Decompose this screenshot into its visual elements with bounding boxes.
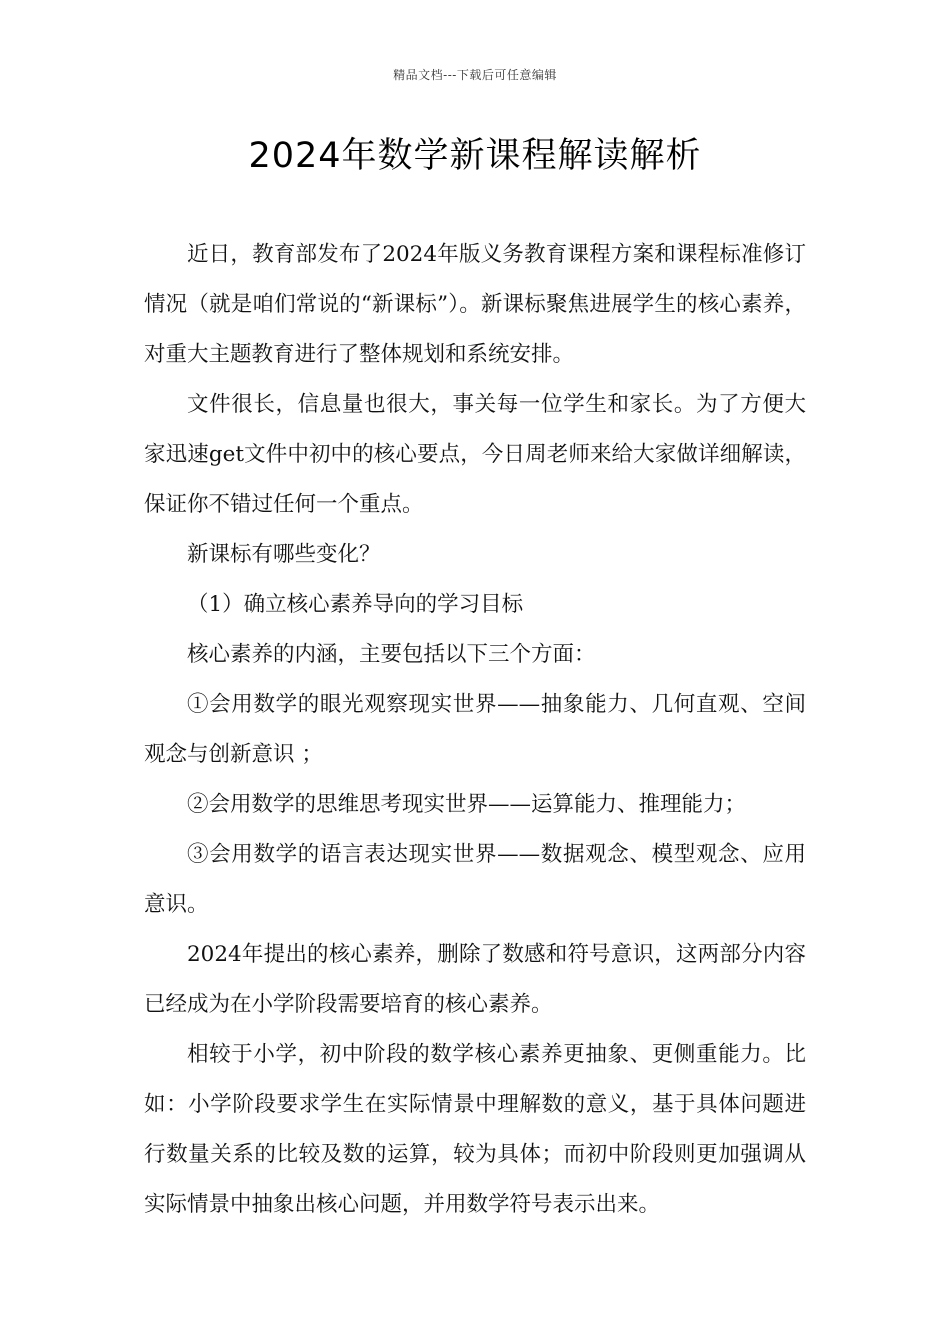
header-note: 精品文档---下载后可任意编辑 (393, 68, 557, 82)
paragraph: 近日，教育部发布了2024年版义务教育课程方案和课程标准修订情况（就是咱们常说的“新课标”）。新课标聚焦进展学生的核心素养，对重大主题教育进行了整体规划和系统安排。 (144, 242, 806, 367)
document-body (144, 230, 806, 1230)
paragraph: 2024年提出的核心素养，删除了数感和符号意识，这两部分内容已经成为在小学阶段需要培育的核心素养。 (144, 942, 806, 1017)
document-title: 2024年数学新课程解读解析 (248, 136, 702, 176)
paragraph: 文件很长，信息量也很大，事关每一位学生和家长。为了方便大家迅速get文件中初中的核心要点，今日周老师来给大家做详细解读，保证你不错过任何一个重点。 (144, 392, 806, 517)
paragraph: ②会用数学的思维思考现实世界——运算能力、推理能力； (187, 792, 747, 817)
paragraph: 新课标有哪些变化？ (187, 542, 381, 567)
paragraph: ③会用数学的语言表达现实世界——数据观念、模型观念、应用意识。 (144, 842, 806, 917)
paragraph: 相较于小学，初中阶段的数学核心素养更抽象、更侧重能力。比如：小学阶段要求学生在实际情景中理解数的意义，基于具体问题进行数量关系的比较及数的运算，较为具体；而初中阶段则更加强调从实际情景中抽象出核心问题，并用数学符号表示出来。 (144, 1042, 806, 1217)
paragraph: ①会用数学的眼光观察现实世界——抽象能力、几何直观、空间观念与创新意识 ； (144, 692, 806, 767)
paragraph: （1）确立核心素养导向的学习目标 (187, 592, 524, 617)
paragraph: 核心素养的内涵，主要包括以下三个方面： (187, 642, 596, 667)
